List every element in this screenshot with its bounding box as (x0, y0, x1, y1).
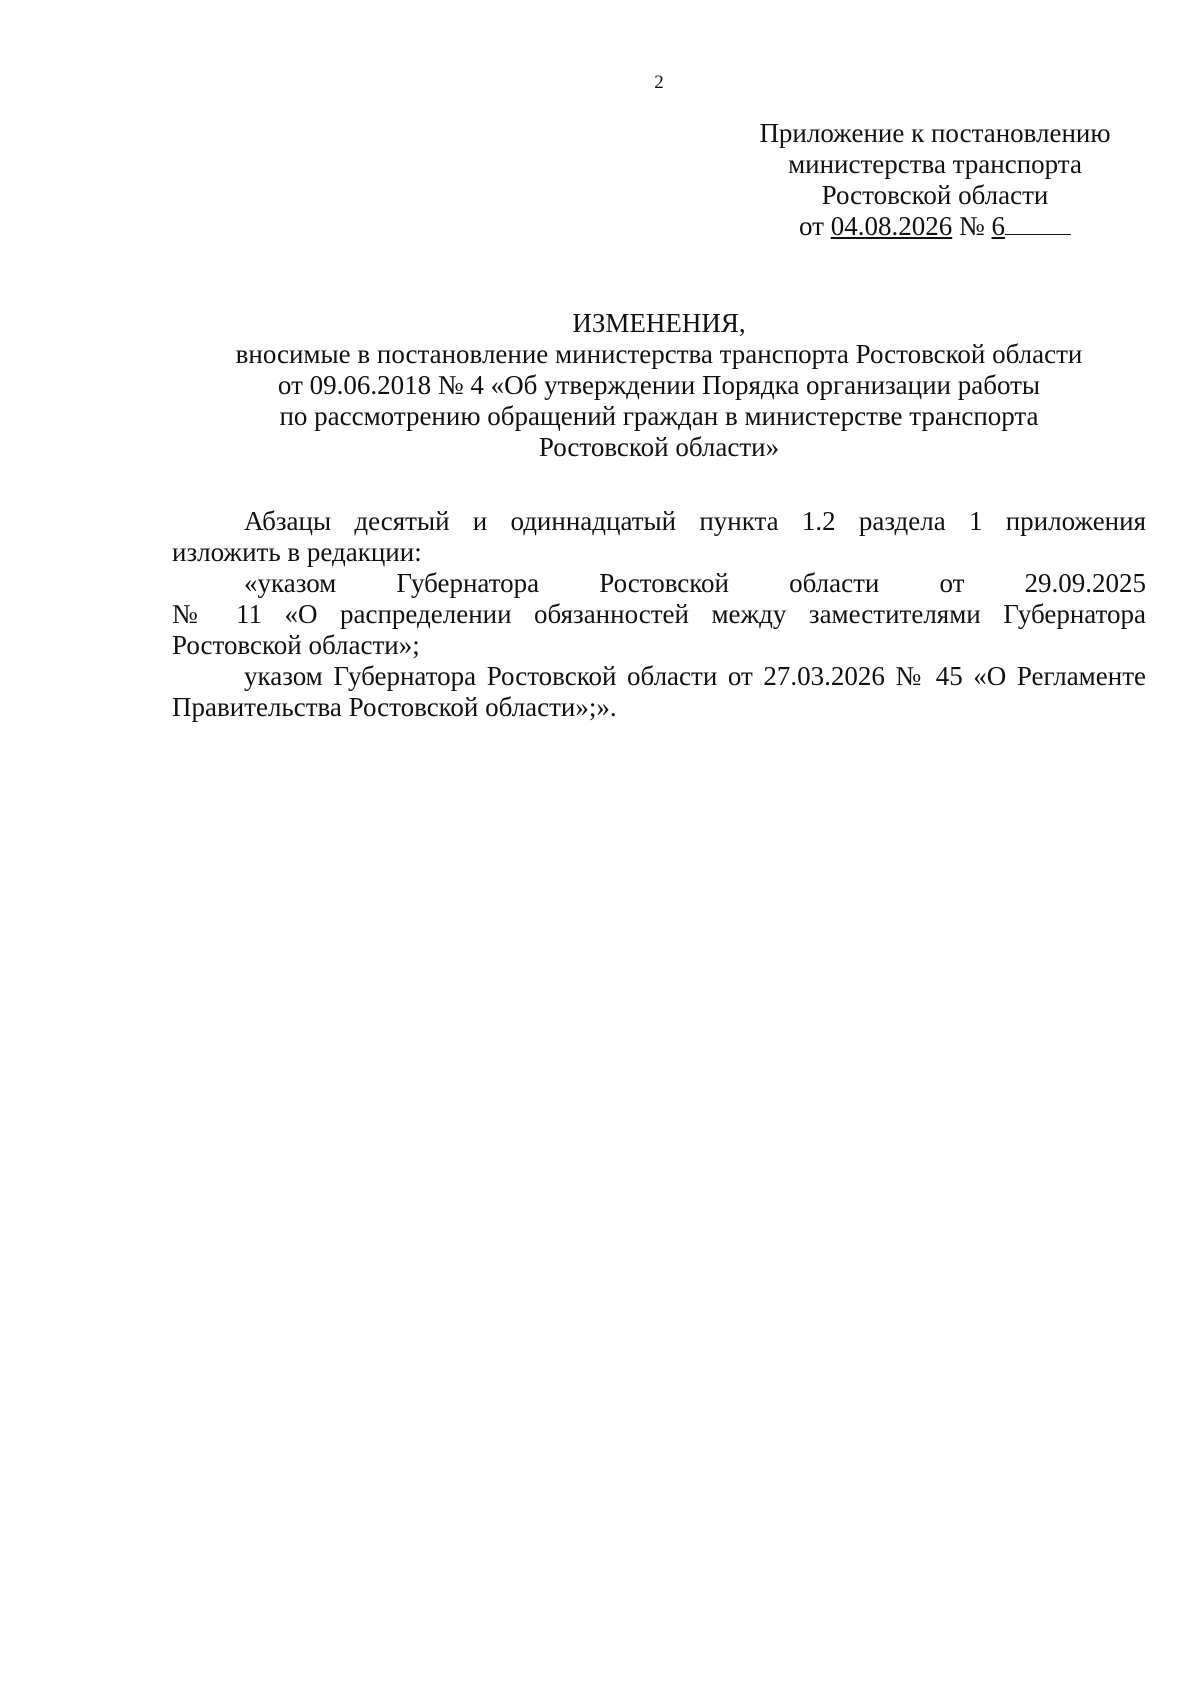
page-number: 2 (654, 72, 664, 93)
paragraph-1 (172, 506, 1146, 568)
date-prefix: от (799, 211, 831, 241)
appendix-number: 6 (991, 211, 1005, 241)
paragraph-3-line-2: Правительства Ростовской области»;». (172, 692, 617, 722)
paragraph-1-line-1: Абзацы десятый и одиннадцатый пункта 1.2 раздела 1 приложения (244, 506, 1146, 536)
paragraph-2-line-1: «указом Губернатора Ростовской области от 29.09.2025 (244, 568, 1146, 598)
number-blank-line (1005, 212, 1071, 235)
appendix-date-line (720, 211, 1150, 242)
title-line-2: от 09.06.2018 № 4 «Об утверждении Порядка организации работы (277, 370, 1041, 400)
document-body (172, 506, 1146, 723)
paragraph-3 (172, 661, 1146, 723)
appendix-line-2: министерства транспорта (788, 149, 1082, 179)
title-heading: ИЗМЕНЕНИЯ, (572, 308, 746, 338)
title-line-3: по рассмотрению обращений граждан в министерстве транспорта (279, 401, 1039, 431)
paragraph-2-line-3: Ростовской области»; (172, 630, 420, 660)
paragraph-1-line-2: изложить в редакции: (172, 537, 422, 567)
document-title (172, 308, 1146, 463)
title-line-1: вносимые в постановление министерства транспорта Ростовской области (235, 339, 1083, 369)
appendix-line-3: Ростовской области (821, 180, 1049, 210)
paragraph-2-line-2: № 11 «О распределении обязанностей между заместителями Губернатора (172, 599, 1146, 629)
appendix-block (720, 118, 1150, 242)
number-prefix: № (952, 211, 992, 241)
appendix-line-1: Приложение к постановлению (759, 118, 1111, 148)
paragraph-2 (172, 568, 1146, 661)
paragraph-3-line-1: указом Губернатора Ростовской области от 27.03.2026 № 45 «О Регламенте (244, 661, 1146, 691)
appendix-date: 04.08.2026 (830, 211, 953, 241)
title-line-4: Ростовской области» (538, 432, 780, 462)
